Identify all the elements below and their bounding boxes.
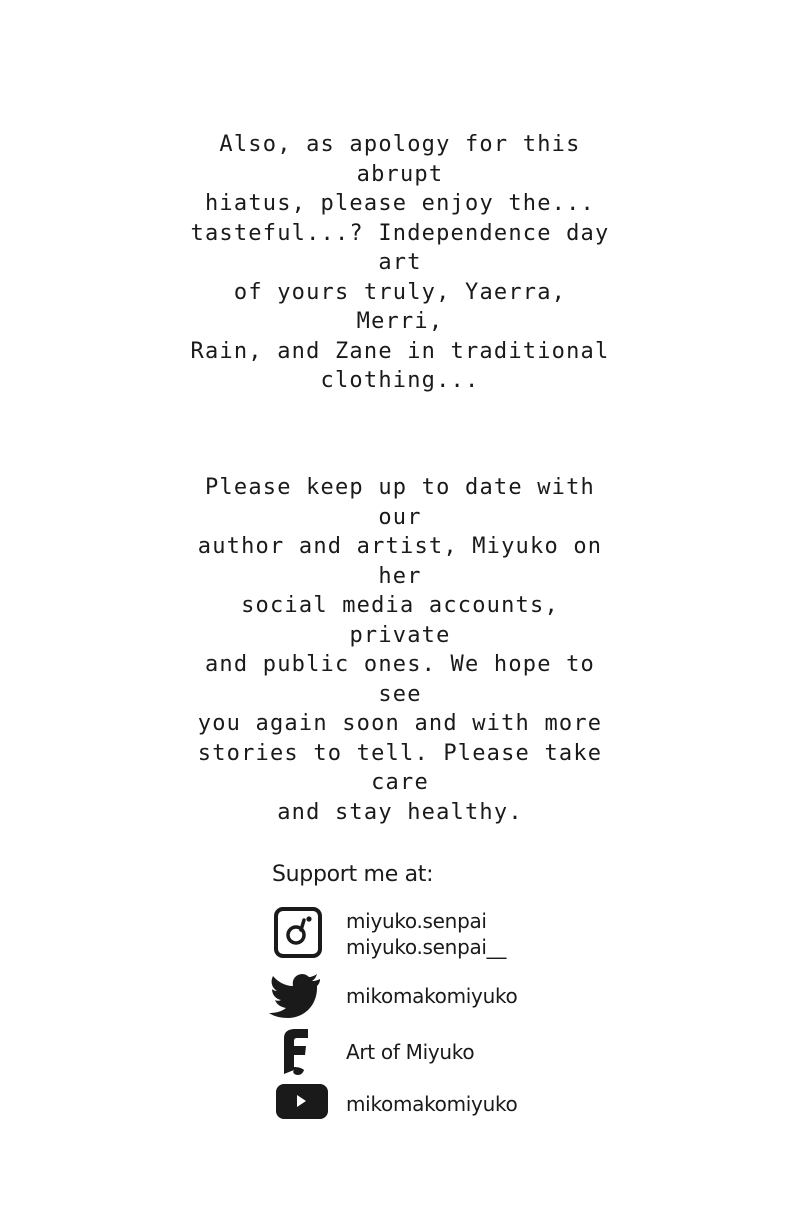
instagram-handle-private[interactable]: miyuko.senpai__ — [346, 935, 507, 959]
apology-paragraph: Also, as apology for this abrupt hiatus, please enjoy the... tasteful...? Independence day art of yours truly, Yaerra, Merri, Rain, and Zane in traditional clothing... — [190, 132, 610, 393]
youtube-icon — [268, 1082, 330, 1127]
support-heading: Support me at: — [272, 862, 434, 887]
facebook-handle[interactable]: Art of Miyuko — [346, 1040, 475, 1064]
youtube-handle[interactable]: mikomakomiyuko — [346, 1092, 518, 1116]
facebook-icon — [268, 1028, 324, 1081]
instagram-handle-public[interactable]: miyuko.senpai — [346, 909, 487, 933]
twitter-handle[interactable]: mikomakomiyuko — [346, 984, 518, 1008]
instagram-link[interactable] — [268, 906, 568, 962]
youtube-link[interactable] — [268, 1082, 568, 1122]
twitter-icon — [268, 972, 324, 1023]
twitter-link[interactable] — [268, 972, 568, 1018]
facebook-link[interactable] — [268, 1028, 568, 1076]
farewell-paragraph: Please keep up to date with our author and artist, Miyuko on her social media accounts, private and public ones. We hope to see you again soon and with more stories to tell. Please take care and stay healthy. — [197, 475, 603, 825]
instagram-icon — [268, 906, 324, 965]
